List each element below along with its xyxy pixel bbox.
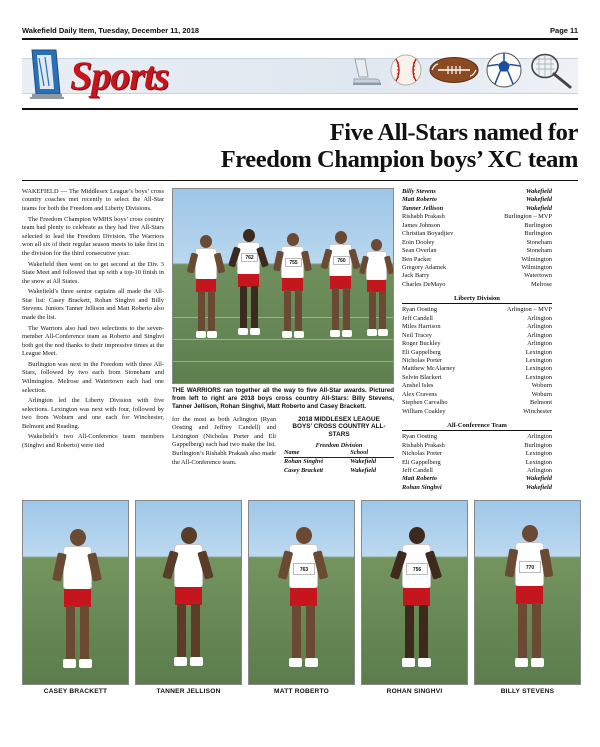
bib-number: 755: [285, 258, 302, 267]
list-item: [402, 374, 552, 382]
player-name: Nicholas Porter: [402, 357, 442, 365]
player-name: Charles DeMayo: [402, 280, 446, 288]
player-team: Lexington: [525, 450, 552, 458]
list-item: [402, 484, 552, 492]
story-paragraph: Wakefield’s two All-Conference team members (Singhvi and Roberto) were tied: [22, 433, 164, 450]
player-team: Arlington: [527, 331, 552, 339]
player-team: Wakefield: [525, 475, 552, 483]
player-team: Wakefield: [525, 204, 552, 212]
player-name: Gregory Adamek: [402, 263, 447, 271]
runner-figure: [229, 229, 269, 369]
player-name: Miles Harrison: [402, 323, 441, 331]
box-subhead: Freedom Division: [315, 441, 363, 449]
bib-number: 762: [241, 253, 258, 262]
soccer-ball-icon: [484, 50, 524, 90]
list-item: [402, 340, 552, 348]
cell-name: Casey Brackett: [284, 466, 323, 474]
player-name: Ryan Oosting: [402, 433, 438, 441]
list-item: [402, 213, 552, 221]
sports-banner: [22, 44, 578, 106]
athlete-photo: [361, 500, 468, 685]
masthead-right: Page 11: [550, 26, 578, 35]
athlete-photo: [248, 500, 355, 685]
player-team: Arlington: [527, 323, 552, 331]
story-column-2: [172, 188, 394, 493]
all-stars-table: [284, 449, 394, 474]
player-name: Rishabh Prakash: [402, 213, 445, 221]
page-title: [22, 120, 578, 174]
list-item: [402, 459, 552, 467]
list-item: [402, 365, 552, 373]
bib-number: 760: [333, 256, 350, 265]
list-item: [402, 272, 552, 280]
athlete-name: CASEY BRACKETT: [43, 688, 108, 696]
table-row: [284, 466, 394, 474]
player-name: Rohan Singhvi: [402, 483, 442, 491]
list-item: [402, 239, 552, 247]
all-conference-list: [402, 433, 552, 492]
player-team: Winchester: [523, 407, 552, 415]
all-conference-header: All-Conference Team: [402, 422, 552, 431]
headline-line-1: Five All-Stars named for: [329, 119, 578, 146]
cell-school: Wakefield: [350, 458, 377, 466]
list-item: [402, 399, 552, 407]
player-team: Burlington: [524, 441, 552, 449]
sports-wordmark: Sports: [70, 52, 169, 98]
list-item: [402, 323, 552, 331]
player-team: Arlington: [527, 314, 552, 322]
athlete-name: ROHAN SINGHVI: [386, 688, 443, 696]
headline-line-2: Freedom Champion boys’ XC team: [220, 145, 578, 173]
player-team: Lexington: [525, 458, 552, 466]
player-name: Roger Buckley: [402, 340, 441, 348]
story-paragraph: Burlington was next in the Freedom with three All-Stars, followed by two each from Stoneham and Wilmington. Melrose and Watertown each had one selection.: [22, 360, 164, 394]
masthead: [22, 0, 578, 38]
athlete-name: MATT ROBERTO: [274, 688, 329, 696]
list-item: [402, 222, 552, 230]
story-paragraph: Wakefield’s three senior captains all made the All-Star list: Casey Brackett, Rohan Singhvi and Billy Stevens. Juniors Tanner Jellison and Matt Roberto also made the list.: [22, 288, 164, 321]
story-paragraph: The Freedom Champion WMHS boys’ cross country team had plenty to celebrate as they had five All-Stars selected to lead the Freedom Division. The Warriors won all six of their regular season meets to take first in the division for the third consecutive year.: [22, 215, 164, 257]
player-name: Alex Cravens: [402, 390, 437, 398]
runner-figure: [361, 239, 393, 367]
player-team: Wakefield: [525, 196, 552, 204]
player-name: Selvin Blackert: [402, 373, 442, 381]
story-column-1: [22, 188, 164, 493]
story-paragraph: Arlington led the Liberty Division with five selections. Lexington was next with four, followed by two from Woburn and one each for Winchester, Belmont and Reading.: [22, 397, 164, 430]
player-team: Lexington: [525, 373, 552, 381]
player-team: Melrose: [531, 280, 552, 288]
player-name: Christian Boyadjiev: [402, 230, 454, 238]
masthead-left: Wakefield Daily Item, Tuesday, December 11, 2018: [22, 26, 200, 35]
list-item: [402, 349, 552, 357]
player-name: James Johnson: [402, 221, 441, 229]
list-item: [402, 205, 552, 213]
box-title-line-2: BOYS’ CROSS COUNTRY ALL-STARS: [292, 423, 386, 439]
list-item: [402, 408, 552, 416]
player-name: Ryan Oosting: [402, 306, 438, 314]
player-name: Matthew McAlarney: [402, 365, 456, 373]
player-team: Burlington: [524, 221, 552, 229]
list-item: [402, 256, 552, 264]
list-item: [402, 391, 552, 399]
list-item: [402, 306, 552, 314]
player-name: William Coakley: [402, 407, 446, 415]
athlete-card: [248, 500, 355, 695]
player-team: Wilmington: [521, 263, 552, 271]
player-team: Wakefield: [525, 483, 552, 491]
player-name: Matt Roberto: [402, 196, 437, 204]
column-header-school: School: [350, 449, 394, 458]
main-photo: [172, 188, 394, 384]
story-paragraph: Wakefield then went on to get second at the Div. 3 State Meet and followed that up with a top-10 finish in the snow at All States.: [22, 260, 164, 285]
list-item: [402, 382, 552, 390]
article-body: [22, 188, 578, 493]
athlete-photo: [474, 500, 581, 685]
player-team: Arlington – MVP: [506, 306, 552, 314]
player-name: Eli Gappelberg: [402, 458, 441, 466]
player-team: Lexington: [525, 348, 552, 356]
player-name: Eoin Dooley: [402, 238, 435, 246]
player-name: Anshel Isles: [402, 382, 434, 390]
player-name: Rishabh Prakash: [402, 441, 445, 449]
player-team: Stoneham: [526, 247, 552, 255]
list-item: [402, 196, 552, 204]
banner-icon-row: [350, 50, 574, 90]
cell-school: Wakefield: [350, 466, 377, 474]
player-team: Arlington: [527, 340, 552, 348]
player-name: Ben Packer: [402, 255, 432, 263]
list-item: [402, 332, 552, 340]
player-name: Tanner Jellison: [402, 204, 444, 212]
player-name: Billy Stevens: [402, 187, 436, 195]
story-column-3: [172, 416, 276, 474]
player-team: Woburn: [531, 382, 552, 390]
story-paragraph: for the most as both Arlington (Ryan Oosting and Jeffrey Candell) and Lexington (Nicholas Porter and Eli Gappelberg) each had two make the list. Burlington’s Rishabh Prakash also made the All-Conference team.: [172, 415, 276, 466]
liberty-division-header: Liberty Division: [402, 295, 552, 304]
athlete-photo: [22, 500, 129, 685]
liberty-division-list: [402, 306, 552, 416]
player-name: Nicholas Porter: [402, 450, 442, 458]
player-name: Matt Roberto: [402, 475, 437, 483]
player-team: Burlington: [524, 230, 552, 238]
list-item: [402, 433, 552, 441]
player-team: Lexington: [525, 357, 552, 365]
bib-number: 756: [406, 563, 428, 575]
list-item: [402, 188, 552, 196]
story-paragraph: The Warriors also had two selections to the seven-member All-Conference team as Roberto and Singhvi both got the nod thanks to their impressive times at the League Meet.: [22, 324, 164, 358]
runner-figure: [273, 233, 313, 371]
tennis-racket-icon: [528, 51, 574, 89]
player-name: Jeff Candell: [402, 314, 433, 322]
player-name: Jeff Candell: [402, 467, 433, 475]
player-team: Burlington – MVP: [504, 213, 552, 221]
column-header-name: Name: [284, 449, 350, 458]
ice-skate-icon: [26, 46, 70, 102]
athlete-card: [474, 500, 581, 695]
list-item: [402, 442, 552, 450]
football-icon: [428, 53, 480, 87]
player-name: Sean Overlan: [402, 247, 437, 255]
player-team: Arlington: [527, 433, 552, 441]
list-item: [402, 467, 552, 475]
player-name: Stephen Carvalho: [402, 399, 448, 407]
banner-divider: [22, 108, 578, 110]
player-name: Neil Tracey: [402, 331, 432, 339]
bib-number: 763: [293, 563, 315, 575]
player-name: Jack Barry: [402, 272, 430, 280]
player-team: Wakefield: [525, 187, 552, 195]
freedom-division-list: [402, 188, 552, 289]
player-name: Eli Gappelberg: [402, 348, 441, 356]
list-item: [402, 450, 552, 458]
player-team: Lexington: [525, 365, 552, 373]
list-item: [402, 357, 552, 365]
player-team: Stoneham: [526, 238, 552, 246]
photo-caption: THE WARRIORS ran together all the way to five All-Star awards. Pictured from left to right are 2018 boys cross country All-Stars: Billy Stevens, Tanner Jellison, Rohan Singhvi, Matt Roberto and Casey Brackett.: [172, 386, 394, 410]
masthead-divider: [22, 38, 578, 40]
bib-number: 770: [519, 561, 541, 573]
player-team: Watertown: [524, 272, 552, 280]
athlete-card: [135, 500, 242, 695]
cell-name: Rohan Singhvi: [284, 458, 324, 466]
athlete-name: TANNER JELLISON: [156, 688, 221, 696]
list-item: [402, 281, 552, 289]
player-team: Wilmington: [521, 255, 552, 263]
list-item: [402, 315, 552, 323]
athlete-name: BILLY STEVENS: [500, 688, 555, 696]
athlete-photo: [135, 500, 242, 685]
list-item: [402, 264, 552, 272]
player-team: Woburn: [531, 390, 552, 398]
player-team: Belmont: [529, 399, 552, 407]
list-item: [402, 230, 552, 238]
runner-figure: [187, 235, 225, 367]
baseball-icon: [388, 52, 424, 88]
all-stars-box: [284, 416, 394, 474]
athlete-card: [22, 500, 129, 695]
runner-figure: [321, 231, 361, 371]
athlete-card: [361, 500, 468, 695]
player-team: Arlington: [527, 467, 552, 475]
box-title-line-1: 2018 MIDDLESEX LEAGUE: [298, 415, 380, 423]
mid-columns: [172, 416, 394, 474]
ice-skate-icon: [350, 53, 384, 87]
headline-divider: [22, 180, 578, 181]
list-item: [402, 247, 552, 255]
roster-column: [402, 188, 552, 493]
table-row: [284, 457, 394, 466]
list-item: [402, 475, 552, 483]
athlete-photo-strip: [22, 500, 578, 695]
story-paragraph: WAKEFIELD — The Middlesex League’s boys’ cross country coaches met recently to select the All-Star teams for both the Freedom and Liberty Divisions.: [22, 187, 164, 213]
